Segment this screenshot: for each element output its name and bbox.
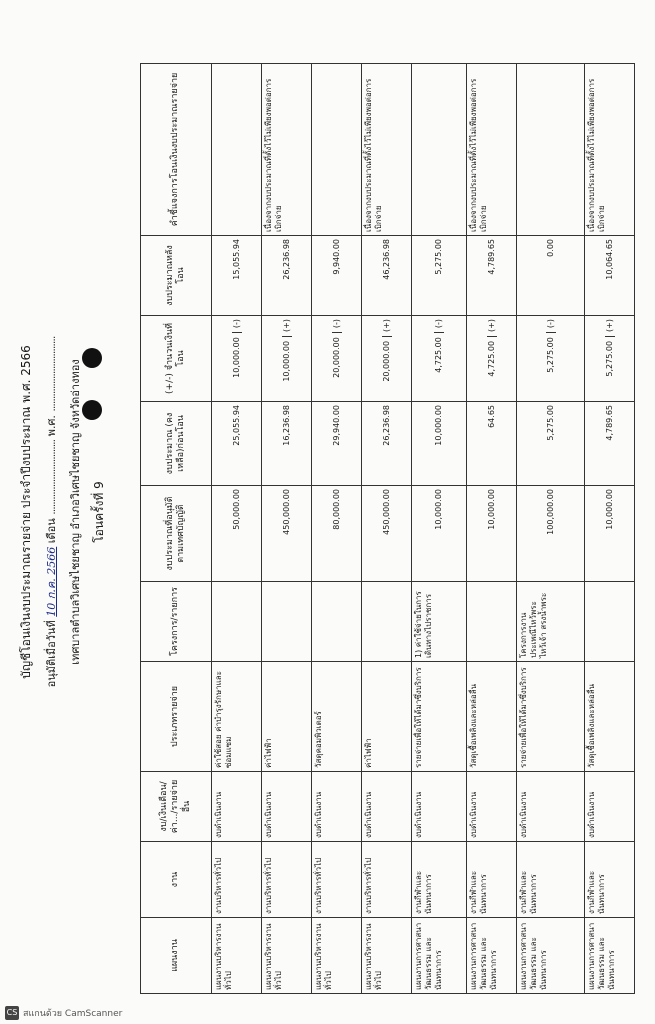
cell-expense-type-value: วัสดุเชื้อเพลิงและหล่อลื่น <box>587 683 596 768</box>
table-row <box>517 64 585 994</box>
cell-budget-after <box>212 236 262 316</box>
cell-work-value: งานบริหารทั่วไป <box>314 857 323 914</box>
table-row <box>362 64 412 994</box>
cell-budget-before-value: 10,000.00 <box>434 405 443 446</box>
header-plan: แผนงาน <box>141 918 212 994</box>
cell-approved-budget <box>362 486 412 582</box>
document-title: บัญชีโอนเงินงบประมาณรายจ่าย ประจำปีงบประมาณ พ.ศ. 2566 <box>19 345 33 679</box>
cell-approved-budget-value: 50,000.00 <box>231 489 241 530</box>
scanner-watermark <box>5 1006 122 1020</box>
cell-expense-type <box>362 662 412 772</box>
cell-transfer-amount-value: 4,725.00 <box>434 337 443 373</box>
cell-plan-value: แผนงานบริหารงานทั่วไป <box>214 923 233 990</box>
cell-work-value: งานกีฬาและนันทนาการ <box>587 870 606 914</box>
cell-transfer-amount-value: 20,000.00 <box>381 340 391 382</box>
cell-work-value: งานบริหารทั่วไป <box>214 857 223 914</box>
table-row <box>412 64 467 994</box>
cell-approved-budget <box>585 486 635 582</box>
cell-approved-budget-value: 450,000.00 <box>281 489 291 535</box>
camscanner-logo-icon: CS <box>5 1006 19 1020</box>
cell-approved-budget-value: 10,000.00 <box>434 489 443 530</box>
cell-project <box>312 582 362 662</box>
cell-approved-budget <box>412 486 467 582</box>
cell-expense-type <box>412 662 467 772</box>
cell-explanation <box>212 64 262 236</box>
cell-plan-value: แผนงานบริหารงานทั่วไป <box>364 923 383 990</box>
cell-work-value: งานกีฬาและนันทนาการ <box>469 870 488 914</box>
transfer-sign: (-) <box>332 319 342 333</box>
cell-work-value: งานบริหารทั่วไป <box>264 857 273 914</box>
cell-budget-category-value: งบดำเนินงาน <box>519 791 528 838</box>
cell-transfer-amount <box>362 316 412 402</box>
cell-explanation <box>467 64 517 236</box>
cell-budget-after-value: 4,789.65 <box>486 239 496 275</box>
cell-work <box>467 842 517 918</box>
cell-explanation <box>517 64 585 236</box>
cell-budget-category <box>585 772 635 842</box>
cell-budget-category <box>212 772 262 842</box>
cell-project <box>467 582 517 662</box>
cell-work <box>517 842 585 918</box>
cell-transfer-amount-value: 20,000.00 <box>331 337 341 378</box>
cell-budget-before <box>517 402 585 486</box>
cell-plan <box>517 918 585 994</box>
cell-expense-type-value: รายจ่ายเพื่อให้ได้มาซึ่งบริการ <box>519 667 528 768</box>
handwritten-date: 10 ก.ค. 2566 <box>45 546 58 617</box>
cell-budget-after-value: 26,236.98 <box>281 239 291 280</box>
cell-expense-type-value: ค่าไฟฟ้า <box>364 738 373 768</box>
table-row <box>585 64 635 994</box>
cell-approved-budget <box>262 486 312 582</box>
cell-approved-budget <box>212 486 262 582</box>
cell-approved-budget-value: 100,000.00 <box>545 489 555 535</box>
header-approved-budget: งบประมาณที่อนุมัติตามเทศบัญญัติ <box>141 486 212 582</box>
header-budget-category: งบ/เงินเดือน/ค่า.../รายจ่ายอื่น <box>141 772 212 842</box>
cell-approved-budget-value: 10,000.00 <box>486 489 496 530</box>
cell-plan-value: แผนงานการศาสนา วัฒนธรรม และนันทนาการ <box>414 922 443 990</box>
budget-transfer-table <box>140 63 635 994</box>
cell-plan <box>585 918 635 994</box>
cell-budget-after-value: 10,064.65 <box>604 239 614 280</box>
cell-approved-budget <box>467 486 517 582</box>
header-explanation: คำชี้แจงการโอนเงินงบประมาณรายจ่าย <box>141 64 212 236</box>
cell-budget-category-value: งบดำเนินงาน <box>587 791 596 838</box>
cell-expense-type-value: วัสดุคอมพิวเตอร์ <box>314 711 323 768</box>
header-expense-type: ประเภทรายจ่าย <box>141 662 212 772</box>
cell-plan-value: แผนงานการศาสนา วัฒนธรรม และนันทนาการ <box>469 922 498 990</box>
cell-project <box>585 582 635 662</box>
cell-explanation-value: เนื่องจากงบประมาณที่ตั้งไว้ไม่เพียงพอต่อการเบิกจ่าย <box>264 78 283 232</box>
table-row <box>467 64 517 994</box>
cell-plan <box>412 918 467 994</box>
cell-transfer-amount <box>212 316 262 402</box>
cell-explanation <box>412 64 467 236</box>
cell-budget-after-value: 0.00 <box>545 239 555 257</box>
cell-expense-type <box>585 662 635 772</box>
header-transfer-amount: (+/-) จำนวนเงินที่โอน <box>141 316 212 402</box>
cell-budget-before-value: 29,940.00 <box>331 405 341 446</box>
cell-expense-type <box>262 662 312 772</box>
cell-explanation-value: เนื่องจากงบประมาณที่ตั้งไว้ไม่เพียงพอต่อการเบิกจ่าย <box>587 78 606 232</box>
cell-budget-category <box>262 772 312 842</box>
cell-approved-budget <box>517 486 585 582</box>
cell-work-value: งานกีฬาและนันทนาการ <box>519 870 538 914</box>
cell-budget-after <box>262 236 312 316</box>
cell-budget-after-value: 15,055.94 <box>231 239 241 280</box>
cell-budget-category-value: งบดำเนินงาน <box>214 791 223 838</box>
cell-transfer-amount <box>467 316 517 402</box>
transfer-sign: (-) <box>546 319 556 333</box>
cell-budget-category-value: งบดำเนินงาน <box>469 791 478 838</box>
cell-budget-before <box>262 402 312 486</box>
cell-work <box>362 842 412 918</box>
cell-budget-after <box>585 236 635 316</box>
cell-budget-after-value: 9,940.00 <box>331 239 341 275</box>
cell-budget-category-value: งบดำเนินงาน <box>364 791 373 838</box>
cell-transfer-amount <box>517 316 585 402</box>
cell-work <box>212 842 262 918</box>
cell-expense-type-value: ค่าใช้สอย ค่าบำรุงรักษาและซ่อมแซม <box>214 671 233 768</box>
cell-work <box>312 842 362 918</box>
cell-budget-before <box>412 402 467 486</box>
cell-budget-before-value: 5,275.00 <box>545 405 555 441</box>
cell-project <box>362 582 412 662</box>
cell-explanation <box>262 64 312 236</box>
cell-budget-before <box>212 402 262 486</box>
cell-work <box>585 842 635 918</box>
cell-approved-budget-value: 450,000.00 <box>381 489 391 535</box>
cell-budget-after <box>312 236 362 316</box>
cell-explanation-value: เนื่องจากงบประมาณที่ตั้งไว้ไม่เพียงพอต่อการเบิกจ่าย <box>364 78 383 232</box>
cell-expense-type <box>312 662 362 772</box>
cell-budget-after <box>362 236 412 316</box>
cell-work <box>412 842 467 918</box>
table-body <box>212 64 635 994</box>
cell-plan-value: แผนงานบริหารงานทั่วไป <box>314 923 333 990</box>
cell-plan-value: แผนงานการศาสนา วัฒนธรรม และนันทนาการ <box>519 922 548 990</box>
approval-line: อนุมัติเมื่อวันที่ 10 ก.ค. 2566 เดือน .............................. พ.ศ. .............................. <box>45 336 58 688</box>
cell-budget-category <box>312 772 362 842</box>
cell-project <box>517 582 585 662</box>
cell-expense-type-value: รายจ่ายเพื่อให้ได้มาซึ่งบริการ <box>414 667 423 768</box>
cell-plan <box>362 918 412 994</box>
table-row <box>262 64 312 994</box>
cell-expense-type <box>467 662 517 772</box>
cell-transfer-amount-value: 5,275.00 <box>545 337 555 373</box>
cell-budget-before <box>362 402 412 486</box>
transfer-sign: (+) <box>605 319 615 337</box>
cell-budget-before-value: 16,236.98 <box>281 405 291 446</box>
table-row <box>312 64 362 994</box>
cell-transfer-amount <box>312 316 362 402</box>
table-row <box>212 64 262 994</box>
cell-project-value: 1) ค่าใช้จ่ายในการเดินทางไปราชการ <box>414 591 433 658</box>
transfer-sign: (+) <box>487 319 497 337</box>
cell-work <box>262 842 312 918</box>
cell-approved-budget-value: 80,000.00 <box>331 489 341 530</box>
cell-budget-category <box>517 772 585 842</box>
cell-approved-budget-value: 10,000.00 <box>604 489 614 530</box>
transfer-sign: (+) <box>282 319 292 337</box>
cell-transfer-amount <box>262 316 312 402</box>
table-header-row <box>141 64 212 994</box>
cell-budget-after-value: 46,236.98 <box>381 239 391 280</box>
header-budget-after: งบประมาณหลังโอน <box>141 236 212 316</box>
scanner-text: สแกนด้วย CamScanner <box>23 1009 123 1019</box>
cell-explanation <box>585 64 635 236</box>
cell-budget-category-value: งบดำเนินงาน <box>414 791 423 838</box>
cell-transfer-amount <box>585 316 635 402</box>
cell-budget-category-value: งบดำเนินงาน <box>314 791 323 838</box>
cell-plan-value: แผนงานการศาสนา วัฒนธรรม และนันทนาการ <box>587 922 616 990</box>
cell-budget-after <box>517 236 585 316</box>
cell-transfer-amount-value: 4,725.00 <box>486 340 496 377</box>
cell-explanation <box>312 64 362 236</box>
cell-explanation <box>362 64 412 236</box>
cell-expense-type <box>212 662 262 772</box>
cell-transfer-amount <box>412 316 467 402</box>
cell-budget-after <box>467 236 517 316</box>
cell-budget-before <box>585 402 635 486</box>
cell-work-value: งานบริหารทั่วไป <box>364 857 373 914</box>
cell-budget-after-value: 5,275.00 <box>434 239 443 275</box>
cell-transfer-amount-value: 10,000.00 <box>231 337 241 378</box>
cell-project-value: โครงการงานประเพณีไหว้พระ ไหว้เจ้า สรงน้ำพระ <box>519 592 548 658</box>
organization-line: เทศบาลตำบลวิเศษไชยชาญ อำเภอวิเศษไชยชาญ จังหวัดอ่างทอง <box>69 359 82 665</box>
cell-work-value: งานกีฬาและนันทนาการ <box>414 870 433 914</box>
cell-budget-before-value: 26,236.98 <box>381 405 391 446</box>
cell-plan <box>212 918 262 994</box>
transfer-number: โอนครั้งที่ 9 <box>92 481 106 543</box>
cell-budget-before-value: 64.65 <box>486 405 496 428</box>
cell-budget-before-value: 4,789.65 <box>604 405 614 441</box>
cell-expense-type-value: วัสดุเชื้อเพลิงและหล่อลื่น <box>469 683 478 768</box>
header-budget-before: งบประมาณ (คงเหลือ)ก่อนโอน <box>141 402 212 486</box>
transfer-sign: (+) <box>382 319 392 337</box>
cell-budget-before-value: 25,055.94 <box>231 405 241 446</box>
cell-plan-value: แผนงานบริหารงานทั่วไป <box>264 923 283 990</box>
cell-explanation-value: เนื่องจากงบประมาณที่ตั้งไว้ไม่เพียงพอต่อการเบิกจ่าย <box>469 78 488 232</box>
header-project: โครงการ/รายการ <box>141 582 212 662</box>
cell-expense-type <box>517 662 585 772</box>
cell-transfer-amount-value: 10,000.00 <box>281 340 291 382</box>
cell-plan <box>262 918 312 994</box>
cell-budget-category-value: งบดำเนินงาน <box>264 791 273 838</box>
cell-budget-before <box>467 402 517 486</box>
cell-transfer-amount-value: 5,275.00 <box>604 340 614 377</box>
cell-plan <box>312 918 362 994</box>
cell-approved-budget <box>312 486 362 582</box>
cell-project <box>412 582 467 662</box>
cell-budget-before <box>312 402 362 486</box>
cell-plan <box>467 918 517 994</box>
cell-budget-category <box>412 772 467 842</box>
transfer-sign: (-) <box>232 319 242 333</box>
cell-project <box>212 582 262 662</box>
cell-budget-category <box>467 772 517 842</box>
header-work: งาน <box>141 842 212 918</box>
cell-project <box>262 582 312 662</box>
cell-expense-type-value: ค่าไฟฟ้า <box>264 738 273 768</box>
cell-budget-category <box>362 772 412 842</box>
cell-budget-after <box>412 236 467 316</box>
transfer-sign: (-) <box>434 319 444 333</box>
